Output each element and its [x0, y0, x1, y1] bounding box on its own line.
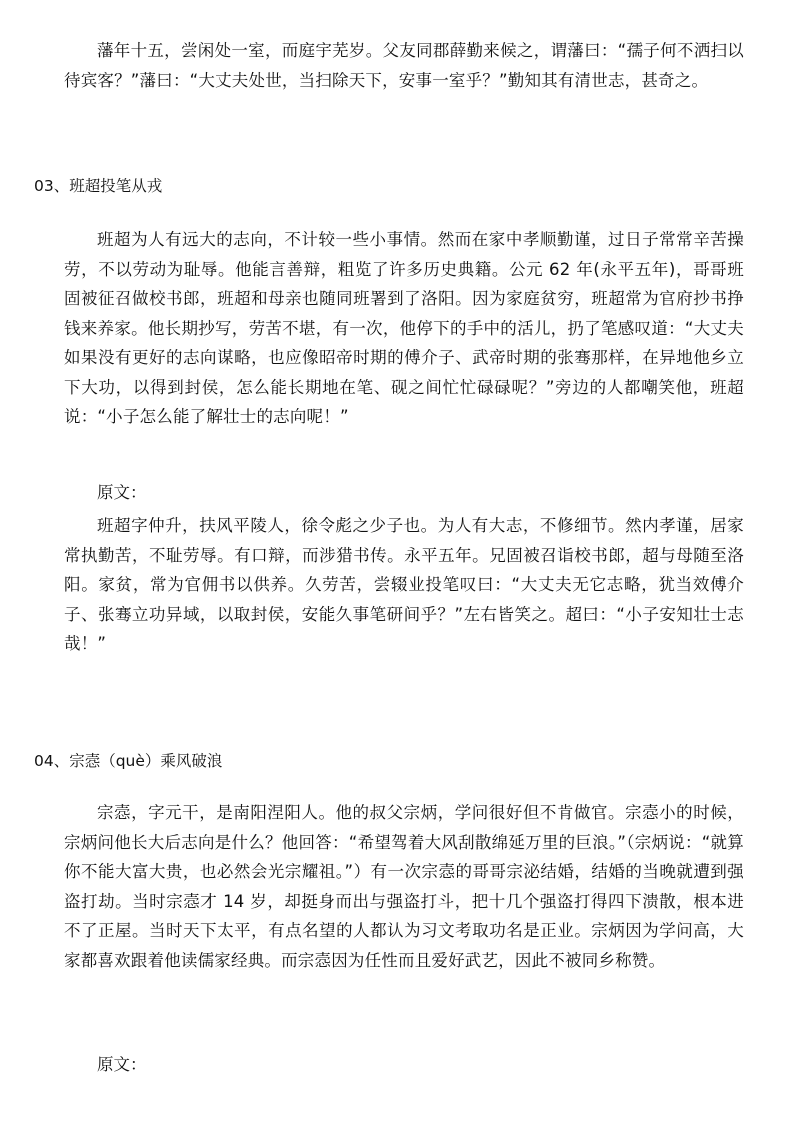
section-heading: 04、宗悫（què）乘风破浪	[34, 752, 223, 770]
original-text-label: 原文：	[97, 1055, 147, 1074]
section-heading: 03、班超投笔从戎	[34, 177, 163, 195]
original-text-label: 原文：	[97, 483, 147, 502]
translation-paragraph: 宗悫，字元干，是南阳涅阳人。他的叔父宗炳，学问很好但不肯做官。宗悫小的时候，宗炳问他长大后志向是什么？他回答：“希望驾着大风刮散绵延万里的巨浪。”（宗炳说：“就算你不能大富大贵，也必然会光宗耀祖。”）有一次宗悫的哥哥宗泌结婚，结婚的当晚就遭到强盗打劫。当时宗悫才 14 岁，却挺身而出与强盗打斗，把十几个强盗打得四下溃散，根本进不了正屋。当时天下太平，有点名望的人都认为习文考取功名是正业。宗炳因为学问高，大家都喜欢跟着他读儒家经典。而宗悫因为任性而且爱好武艺，因此不被同乡称赞。	[64, 803, 744, 970]
original-text-paragraph: 班超字仲升，扶风平陵人，徐令彪之少子也。为人有大志，不修细节。然内孝谨，居家常执勤苦，不耻劳辱。有口辩，而涉猎书传。永平五年。兄固被召诣校书郎，超与母随至洛阳。家贫，常为官佣书以供养。久劳苦，尝辍业投笔叹曰：“大丈夫无它志略，犹当效傅介子、张骞立功异域，以取封侯，安能久事笔研间乎？”左右皆笑之。超曰：“小子安知壮士志哉！”	[64, 516, 744, 653]
original-text-paragraph: 藩年十五，尝闲处一室，而庭宇芜岁。父友同郡薛勤来候之，谓藩曰：“孺子何不洒扫以待宾客？”藩曰：“大丈夫处世，当扫除天下，安事一室乎？”勤知其有清世志，甚奇之。	[64, 41, 744, 90]
translation-paragraph: 班超为人有远大的志向，不计较一些小事情。然而在家中孝顺勤谨，过日子常常辛苦操劳，不以劳动为耻辱。他能言善辩，粗览了许多历史典籍。公元 62 年(永平五年)，哥哥班固被征召做校书郎，班超和母亲也随同班署到了洛阳。因为家庭贫穷，班超常为官府抄书挣钱来养家。他长期抄写，劳苦不堪，有一次，他停下的手中的活儿，扔了笔感叹道：“大丈夫如果没有更好的志向谋略，也应像昭帝时期的傅介子、武帝时期的张骞那样，在异地他乡立下大功，以得到封侯，怎么能长期地在笔、砚之间忙忙碌碌呢？”旁边的人都嘲笑他，班超说：“小子怎么能了解壮士的志向呢！”	[64, 230, 744, 426]
